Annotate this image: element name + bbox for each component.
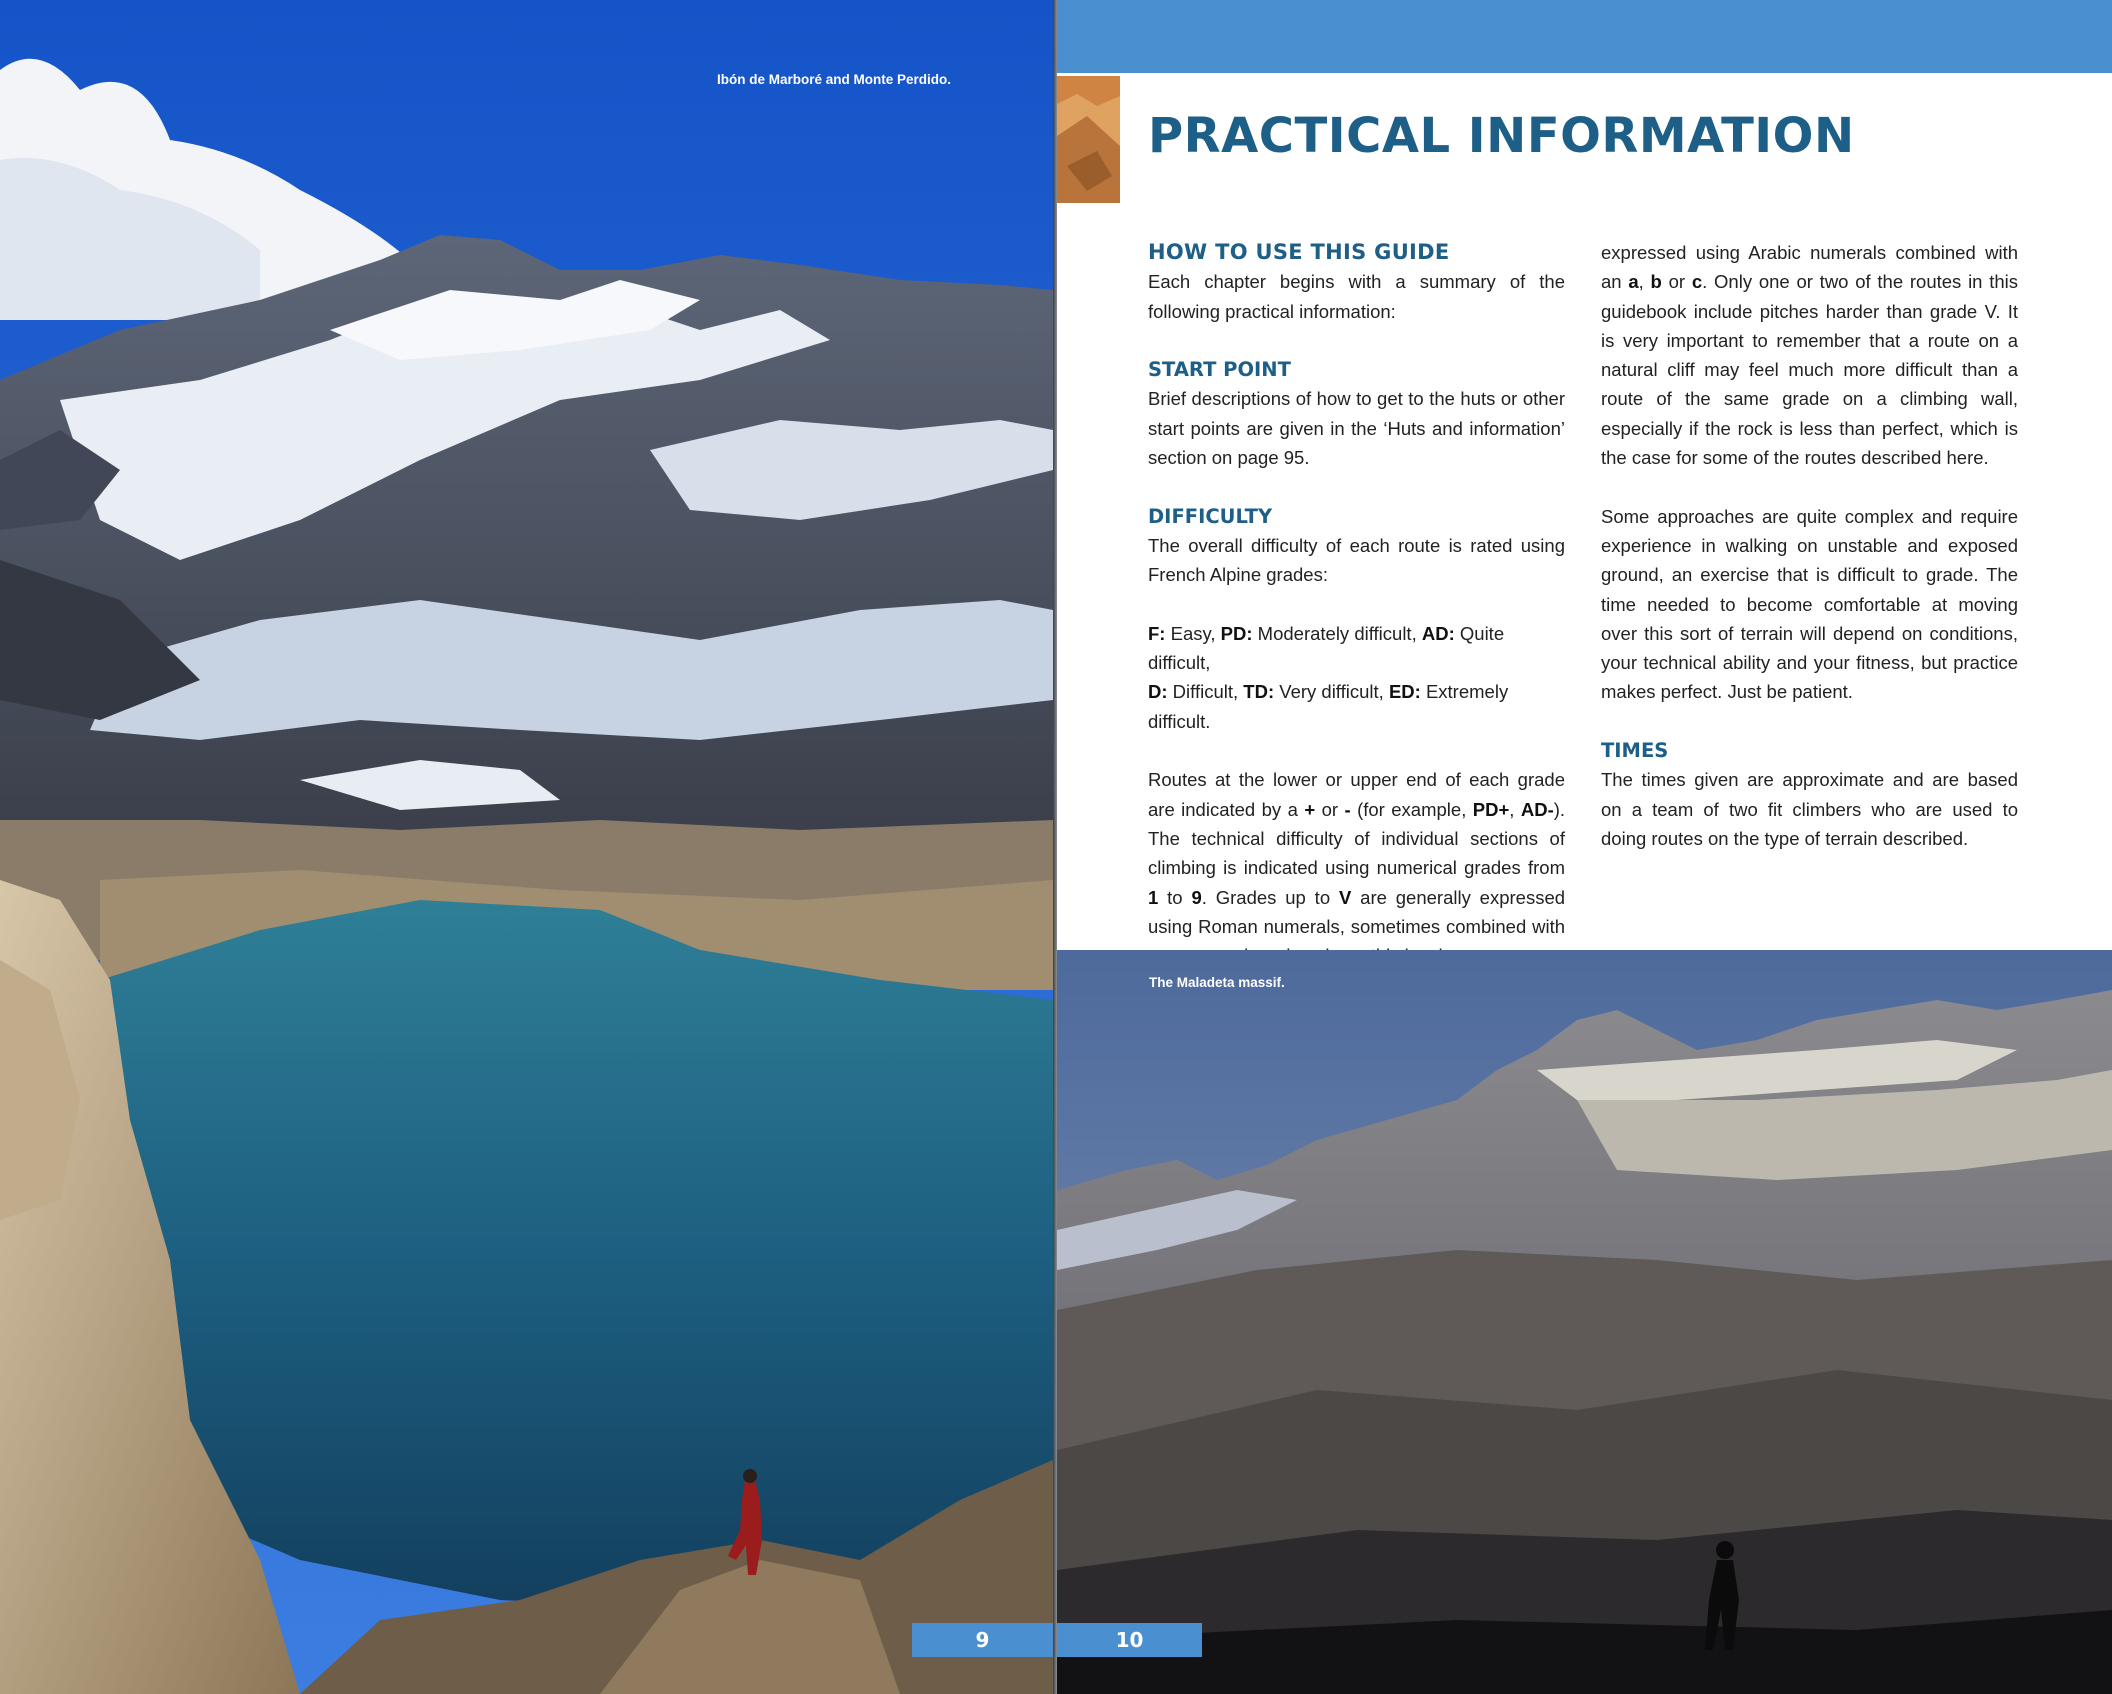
thumbnail-photo xyxy=(1057,76,1120,203)
grade-desc: Quite difficult, xyxy=(1148,622,1505,674)
section-heading-start-point: START POINT xyxy=(1148,358,1291,382)
grade-list xyxy=(1148,619,1565,736)
maladeta-massif-illustration xyxy=(1057,950,2112,1694)
grade-code: D: xyxy=(1148,681,1168,703)
grade-code: TD: xyxy=(1243,681,1275,703)
grade-desc: Very difficult, xyxy=(1279,681,1384,703)
bottom-photo xyxy=(1057,950,2112,1694)
text-column-left xyxy=(1148,238,1565,970)
page-number-right: 10 xyxy=(1057,1623,1202,1657)
section-heading-times: TIMES xyxy=(1601,739,1669,763)
page-title: PRACTICAL INFORMATION xyxy=(1148,108,1855,164)
section-heading-how-to-use: HOW TO USE THIS GUIDE xyxy=(1148,240,1450,264)
continued-text: expressed using Arabic numerals combined with an xyxy=(1601,242,2018,293)
difficulty-intro: The overall difficulty of each route is rated using French Alpine grades: xyxy=(1148,534,1565,586)
grade-desc: Moderately difficult, xyxy=(1257,622,1417,644)
routes-paragraph-continued: expressed using Arabic numerals combined with an a, b or c. Only one or two of the routes in this guidebook include pitches harder than grade V. It is very important to remember that a route on a natural cliff may feel much more difficult than a route of the same grade on a climbing wall, especially if the rock is less than perfect, which is the case for some of the routes described here. xyxy=(1601,242,2019,469)
left-page-photo xyxy=(0,0,1053,1694)
text-column-right xyxy=(1601,238,2018,853)
routes-paragraph: Routes at the lower or upper end of each grade are indicated by a + or - (for example, PD+, AD-). The technical difficulty of individual sections of climbing is indicated using numerical grades from 1 to 9. Grades up to V are generally expressed using Roman numerals, sometimes combined with xyxy=(1148,769,1566,937)
grade-desc: Difficult, xyxy=(1172,681,1239,703)
how-to-use-intro: Each chapter begins with a summary of the following practical information: xyxy=(1148,271,1565,322)
grade-code: ED: xyxy=(1388,681,1421,703)
rock-thumbnail-illustration xyxy=(1057,76,1120,203)
grade-code: PD: xyxy=(1220,622,1253,644)
start-point-text: Brief descriptions of how to get to the huts or other start points are given in the ‘Huts and information’ section on page 95. xyxy=(1148,388,1565,469)
lake-and-glacier-illustration xyxy=(0,0,1053,1694)
page-number-left: 9 xyxy=(912,1623,1053,1657)
grade-code: F: xyxy=(1148,622,1166,644)
header-color-bar xyxy=(1057,0,2112,73)
grade-desc: Extremely difficult. xyxy=(1148,681,1509,732)
approaches-paragraph: Some approaches are quite complex and require experience in walking on unstable and exposed ground, an exercise that is difficult to grade. The time needed to become comfortable at moving over this sort of terrain will depend on conditions, your technical ability and your fitness, but practice makes perfect. Just be patient. xyxy=(1601,505,2018,703)
left-photo-caption: Ibón de Marboré and Monte Perdido. xyxy=(717,72,952,87)
grade-desc: Easy, xyxy=(1170,622,1216,644)
bottom-photo-caption: The Maladeta massif. xyxy=(1149,975,1285,990)
grade-code: AD: xyxy=(1421,622,1455,644)
times-text: The times given are approximate and are based on a team of two fit climbers who are used to doing routes on the type of terrain described. xyxy=(1601,769,2018,849)
section-heading-difficulty: DIFFICULTY xyxy=(1148,504,1273,528)
